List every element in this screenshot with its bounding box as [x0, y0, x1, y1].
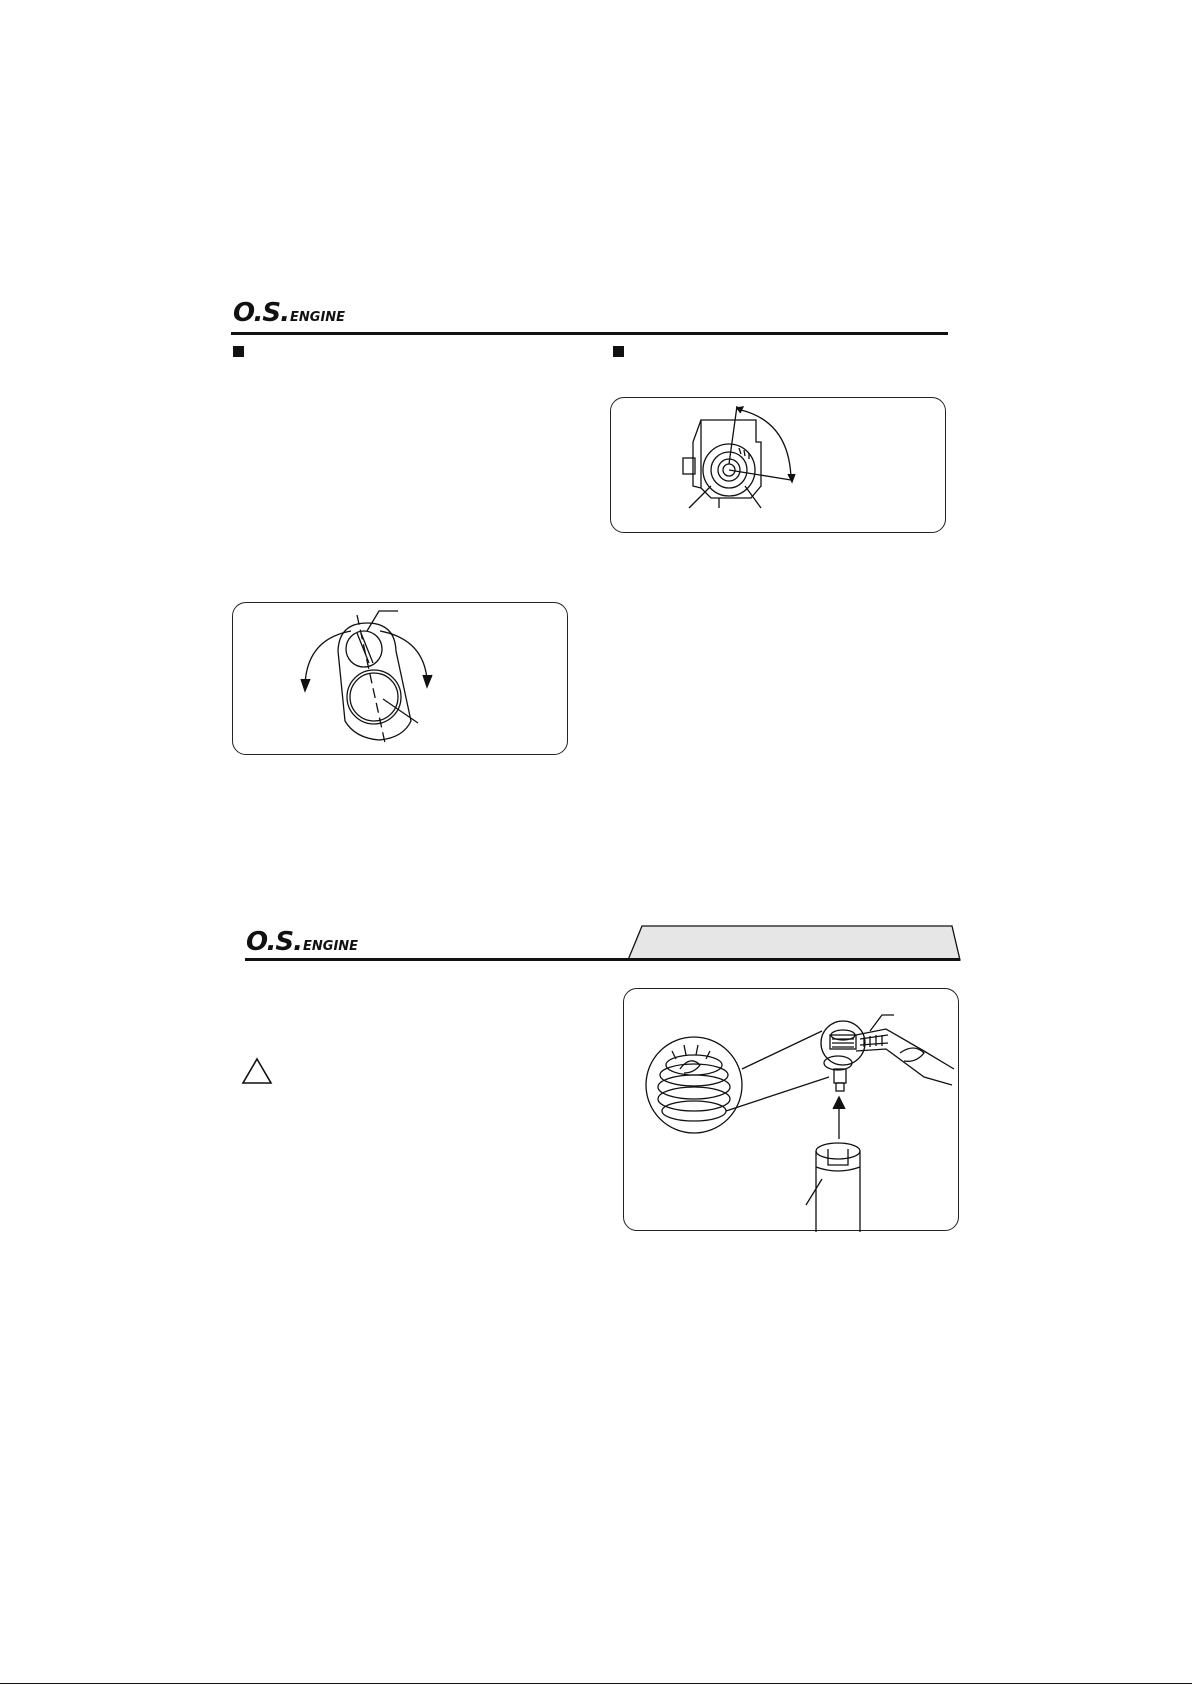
logo-main: O.S.	[233, 298, 290, 328]
figure-throttle-lever	[232, 602, 568, 755]
section-tab	[624, 924, 964, 962]
os-engine-logo-top	[233, 298, 345, 328]
warning-triangle-icon	[241, 1057, 273, 1085]
figure-glow-plug	[623, 988, 959, 1231]
logo-sub: ENGINE	[303, 939, 359, 954]
figure-carburetor-angle	[610, 397, 946, 533]
logo-main: O.S.	[246, 927, 303, 957]
bottom-edge-rule	[0, 1683, 1192, 1684]
header-rule-top	[231, 332, 948, 335]
logo-sub: ENGINE	[290, 310, 346, 325]
header-rule-bottom	[245, 958, 960, 961]
os-engine-logo-bottom	[246, 927, 358, 957]
section-bullet-left	[233, 346, 244, 357]
section-bullet-right	[613, 346, 624, 357]
throttle-lever-drawing	[233, 603, 569, 756]
carburetor-angle-drawing	[611, 398, 947, 534]
glow-plug-drawing	[624, 989, 960, 1232]
